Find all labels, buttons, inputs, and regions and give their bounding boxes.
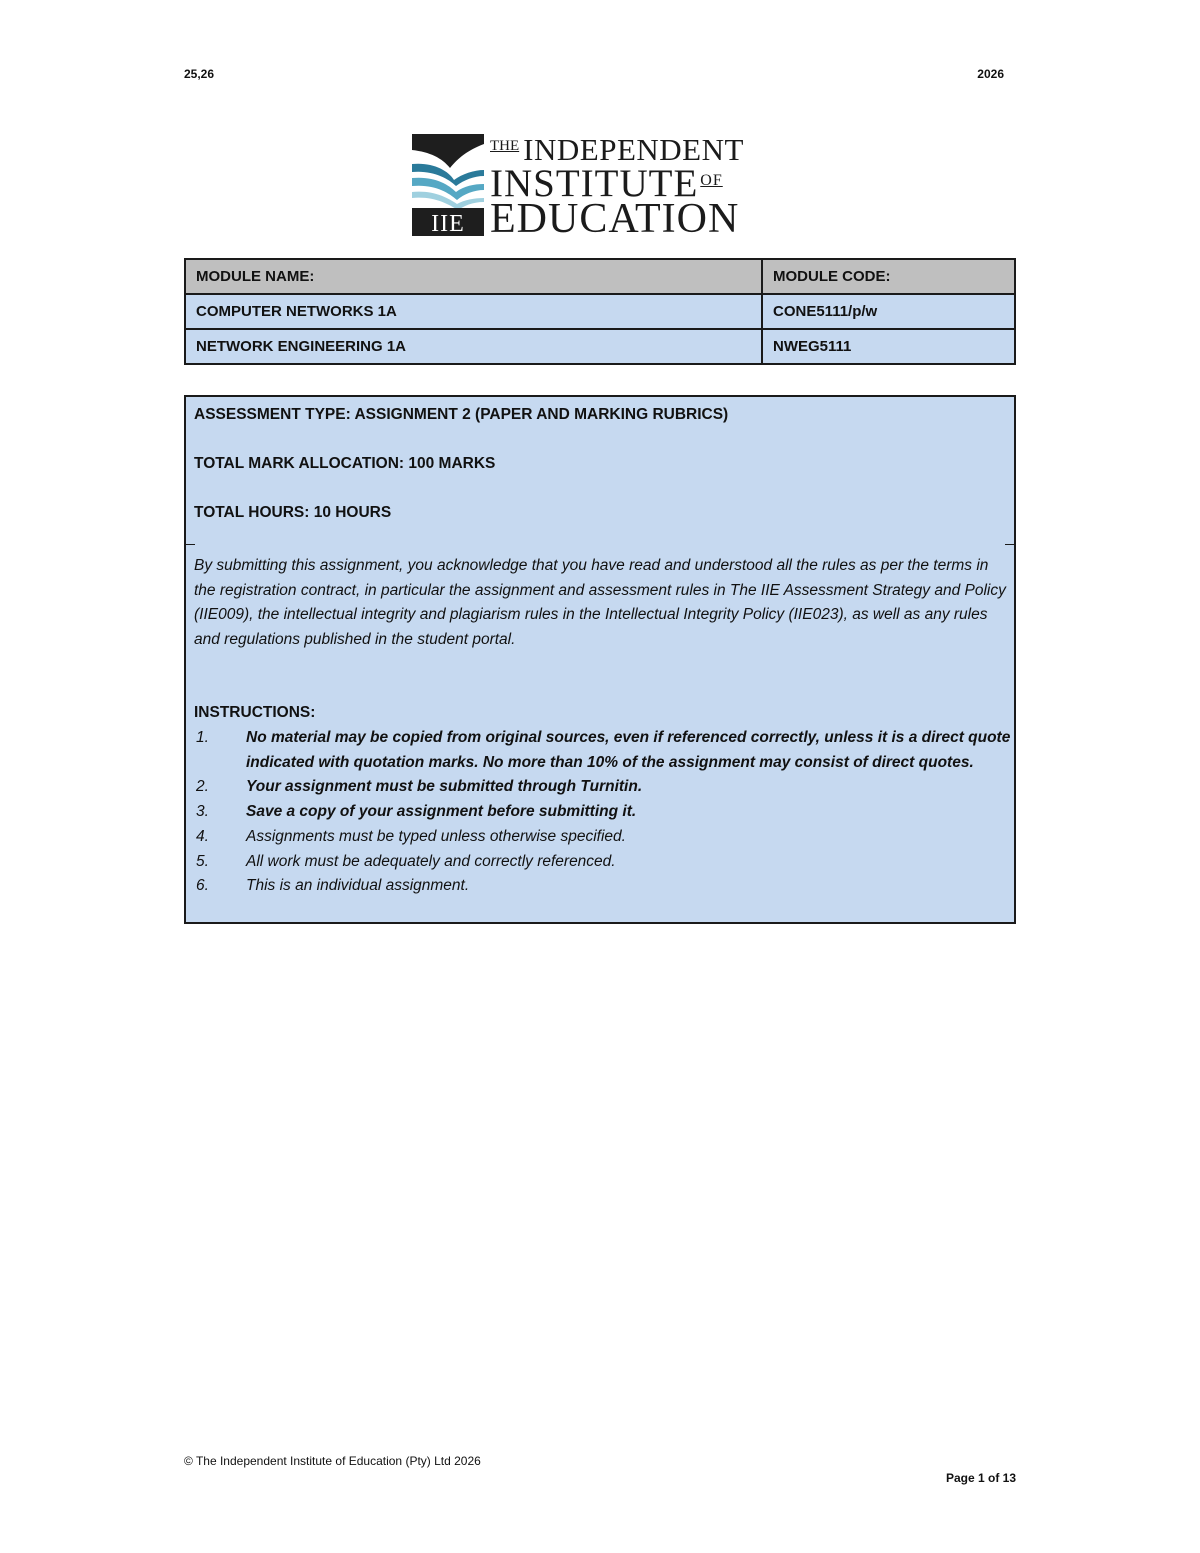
instruction-item: 6. This is an individual assignment. — [196, 877, 470, 895]
footer-copyright: © The Independent Institute of Education (Pty) Ltd 2026 — [184, 1454, 481, 1468]
total-mark-allocation: TOTAL MARK ALLOCATION: 100 MARKS — [194, 455, 496, 472]
logo-line-independent: $^{THE}$ INDEPENDENT — [490, 132, 744, 167]
instructions-list — [194, 726, 1012, 899]
module-name-cell: NETWORK ENGINEERING 1A — [185, 329, 762, 364]
iie-logo — [412, 130, 792, 240]
page-number: Page 1 of 13 — [945, 1471, 1016, 1485]
module-code-cell: CONE5111/p/w — [762, 294, 1015, 329]
module-table-row — [185, 294, 1015, 329]
logo-line-education: EDUCATION — [490, 196, 740, 242]
total-hours: TOTAL HOURS: 10 HOURS — [194, 504, 392, 521]
iie-logo-mark — [412, 134, 484, 236]
instruction-item: 4. Assignments must be typed unless otherwise specified. — [196, 827, 626, 845]
module-name-header: MODULE NAME: — [185, 259, 762, 294]
module-name-cell: COMPUTER NETWORKS 1A — [185, 294, 762, 329]
module-info-table — [184, 258, 1016, 365]
submission-acknowledgement: By submitting this assignment, you acknowledge that you have read and understood all the rules as per the terms in the registration contract, in particular the assignment and assessment rules in The IIE Assessment Strategy and Policy (IIE009), the intellectual integrity and plagiarism rules in the Intellectual Integrity Policy (IIE023), as well as any rules and regulations published in the student portal. — [194, 557, 1006, 649]
assessment-type: ASSESSMENT TYPE: ASSIGNMENT 2 (PAPER AND MARKING RUBRICS) — [194, 406, 729, 423]
header-left-text: 25,26 — [184, 67, 215, 81]
module-table-header-row — [185, 259, 1015, 294]
logo-line-institute: INSTITUTE $^{OF}$ — [490, 162, 723, 205]
instruction-item: 1. No material may be copied from original sources, even if referenced correctly, unless it is a direct quote indicated with quotation marks. No more than 10% of the assignment may consist of direct quotes. — [196, 729, 1011, 771]
instruction-item: 3. Save a copy of your assignment before submitting it. — [196, 803, 637, 821]
assessment-summary — [194, 405, 1004, 552]
module-code-header: MODULE CODE: — [762, 259, 1015, 294]
instructions-heading: INSTRUCTIONS: — [194, 704, 316, 721]
module-table-row — [185, 329, 1015, 364]
header-year: 2026 — [977, 67, 1004, 81]
assessment-box — [184, 395, 1016, 924]
iie-badge-text: IIE — [431, 211, 465, 236]
instruction-item: 2. Your assignment must be submitted through Turnitin. — [196, 778, 643, 796]
instruction-item: 5. All work must be adequately and correctly referenced. — [196, 852, 616, 870]
module-code-cell: NWEG5111 — [762, 329, 1015, 364]
